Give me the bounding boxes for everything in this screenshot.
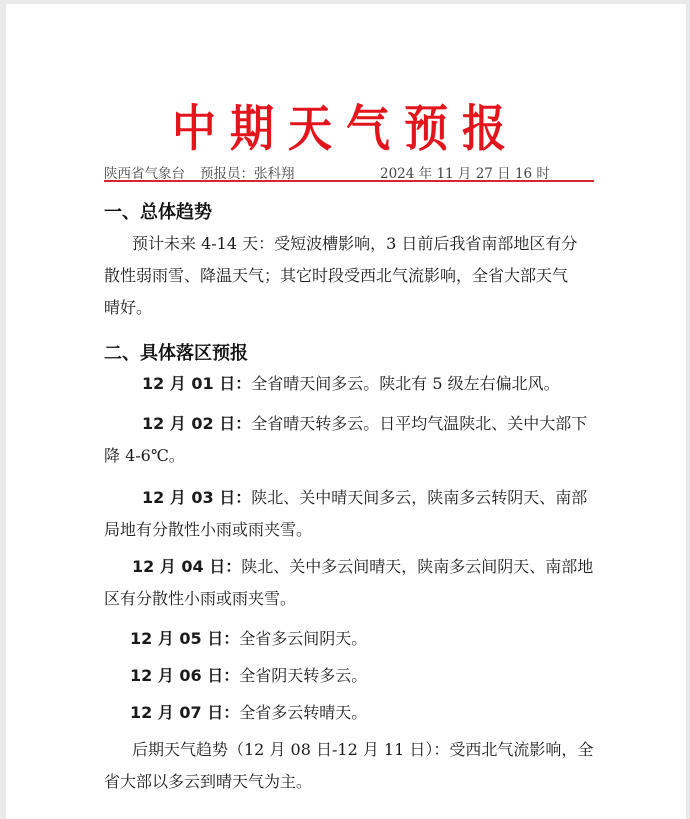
day-label: 12 月 05 日： [130, 629, 240, 648]
paragraph-line: 晴好。 [104, 298, 153, 317]
section-heading-overall: 一、总体趋势 [104, 202, 212, 223]
paragraph-line: 预计未来 4-14 天：受短波槽影响，3 日前后我省南部地区有分 [132, 234, 578, 253]
day-label: 12 月 04 日： [132, 557, 242, 576]
day-text: 区有分散性小雨或雨夹雪。 [104, 589, 297, 608]
day-text: 陕北、关中多云间晴天，陕南多云间阴天、南部地 [241, 557, 594, 576]
day-forecast [104, 482, 674, 546]
issuing-office: 陕西省气象台 [104, 166, 185, 182]
day-text: 全省晴天转多云。日平均气温陕北、关中大部下 [251, 414, 588, 433]
forecaster: 预报员：张科翔 [200, 166, 295, 182]
day-text: 降 4-6℃。 [104, 446, 185, 465]
day-forecast [104, 551, 674, 615]
day-text: 全省多云间阴天。 [239, 629, 368, 648]
day-text: 全省晴天间多云。陕北有 5 级左右偏北风。 [251, 374, 560, 393]
day-label: 12 月 07 日： [130, 703, 240, 722]
day-text: 陕北、关中晴天间多云，陕南多云转阴天、南部 [251, 488, 588, 507]
section-heading-detail: 二、具体落区预报 [104, 343, 248, 364]
day-text: 局地有分散性小雨或雨夹雪。 [104, 520, 313, 539]
document-page [6, 4, 686, 819]
day-forecast [130, 660, 670, 692]
day-forecast [104, 408, 674, 472]
forecast-title: 中期天气预报 [172, 100, 520, 158]
day-forecast [130, 623, 670, 655]
day-label: 12 月 06 日： [130, 666, 240, 685]
day-text: 全省多云转晴天。 [239, 703, 368, 722]
issue-datetime: 2024 年 11 月 27 日 16 时 [380, 166, 550, 182]
overall-trend-paragraph [104, 228, 674, 324]
day-text: 全省阴天转多云。 [239, 666, 368, 685]
day-forecast [142, 368, 682, 400]
paragraph-line: 散性弱雨雪、降温天气；其它时段受西北气流影响，全省大部天气 [104, 266, 569, 285]
day-label: 12 月 03 日： [142, 488, 252, 507]
meta-line [104, 162, 594, 182]
paragraph-line: 省大部以多云到晴天气为主。 [104, 772, 313, 791]
later-trend-paragraph [104, 734, 674, 798]
paragraph-line: 后期天气趋势（12 月 08 日-12 月 11 日）：受西北气流影响，全 [132, 740, 594, 759]
day-label: 12 月 01 日： [142, 374, 252, 393]
day-label: 12 月 02 日： [142, 414, 252, 433]
day-forecast [130, 697, 670, 729]
